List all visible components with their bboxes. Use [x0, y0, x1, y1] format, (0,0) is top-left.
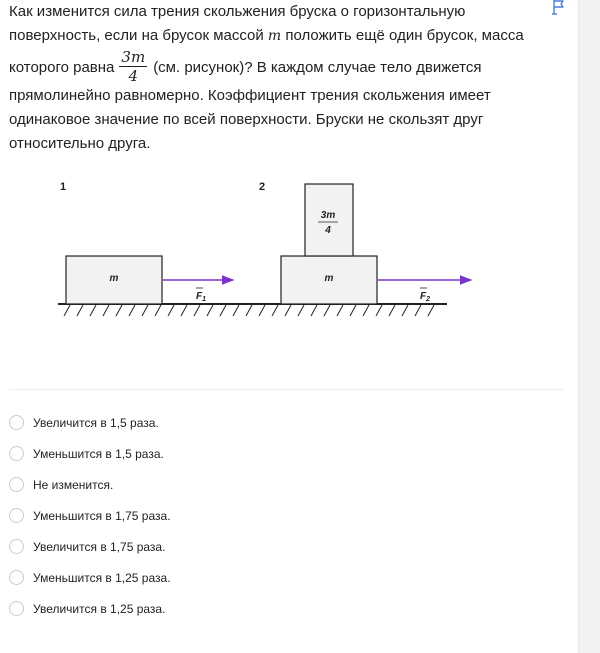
- question-line: [9, 48, 564, 84]
- answer-option[interactable]: [9, 500, 569, 531]
- radio-button[interactable]: [9, 446, 24, 461]
- force-1-label: [196, 291, 206, 303]
- hatch-mark: [142, 305, 148, 316]
- question-line: одинаковое значение по всей поверхности. Бруски не скользят друг: [9, 111, 484, 128]
- hatch-mark: [415, 305, 421, 316]
- answer-option-label: Не изменится.: [33, 477, 114, 492]
- hatch-mark: [259, 305, 265, 316]
- fraction-numerator: 3m: [121, 47, 146, 66]
- radio-button[interactable]: [9, 601, 24, 616]
- hatch-mark: [207, 305, 213, 316]
- answer-option-label: Увеличится в 1,5 раза.: [33, 415, 159, 430]
- radio-button[interactable]: [9, 477, 24, 492]
- hatch-mark: [285, 305, 291, 316]
- hatch-mark: [64, 305, 70, 316]
- answer-option-label: Уменьшится в 1,75 раза.: [33, 508, 171, 523]
- block-2-bottom-mass: m: [324, 273, 334, 284]
- force-2-subscript: 2: [426, 296, 431, 303]
- answer-option[interactable]: [9, 438, 569, 469]
- radio-button[interactable]: [9, 508, 24, 523]
- hatch-mark: [77, 305, 83, 316]
- figure-svg: [0, 170, 600, 330]
- figure-label-2: 2: [259, 181, 266, 193]
- answer-option-label: Увеличится в 1,25 раза.: [33, 601, 166, 616]
- question-fragment: которого равна: [9, 59, 115, 76]
- answer-options: [9, 407, 569, 624]
- answer-option-label: Увеличится в 1,75 раза.: [33, 539, 166, 554]
- physics-figure: [0, 170, 600, 330]
- force-1-subscript: 1: [202, 296, 207, 303]
- force-2-letter: F: [420, 291, 427, 302]
- question-fragment: положить ещё один брусок, масса: [281, 27, 524, 44]
- radio-button[interactable]: [9, 539, 24, 554]
- hatch-mark: [324, 305, 330, 316]
- mass-fraction: [119, 48, 147, 85]
- hatch-mark: [311, 305, 317, 316]
- hatch-mark: [389, 305, 395, 316]
- hatch-mark: [298, 305, 304, 316]
- question-line: прямолинейно равномерно. Коэффициент трения скольжения имеет: [9, 87, 491, 104]
- force-2-label: [420, 291, 430, 303]
- hatch-mark: [337, 305, 343, 316]
- hatch-mark: [129, 305, 135, 316]
- radio-button[interactable]: [9, 415, 24, 430]
- answer-option[interactable]: [9, 562, 569, 593]
- hatch-mark: [402, 305, 408, 316]
- hatch-mark: [246, 305, 252, 316]
- answer-option[interactable]: [9, 407, 569, 438]
- question-line: [9, 24, 564, 48]
- question-fragment: поверхность, если на брусок массой: [9, 27, 268, 44]
- hatch-mark: [116, 305, 122, 316]
- question-fragment: (см. рисунок)? В каждом случае тело движется: [153, 59, 482, 76]
- hatch-mark: [155, 305, 161, 316]
- answer-option[interactable]: [9, 593, 569, 624]
- hatch-mark: [272, 305, 278, 316]
- question-text: [9, 0, 564, 156]
- hatch-mark: [90, 305, 96, 316]
- hatch-mark: [350, 305, 356, 316]
- force-1-letter: F: [196, 291, 203, 302]
- hatch-mark: [194, 305, 200, 316]
- block-2-top-numerator: 3m: [320, 210, 336, 221]
- fraction-denominator: 4: [128, 66, 139, 85]
- ground-hatching: [64, 305, 434, 316]
- hatch-mark: [220, 305, 226, 316]
- answer-option[interactable]: [9, 531, 569, 562]
- block-2-top-denominator: 4: [325, 225, 331, 236]
- radio-button[interactable]: [9, 570, 24, 585]
- hatch-mark: [376, 305, 382, 316]
- hatch-mark: [181, 305, 187, 316]
- hatch-mark: [233, 305, 239, 316]
- block-1-mass: m: [109, 273, 119, 284]
- hatch-mark: [363, 305, 369, 316]
- question-line: относительно друга.: [9, 135, 151, 152]
- answer-option-label: Уменьшится в 1,25 раза.: [33, 570, 171, 585]
- answer-option[interactable]: [9, 469, 569, 500]
- hatch-mark: [103, 305, 109, 316]
- hatch-mark: [428, 305, 434, 316]
- question-line: Как изменится сила трения скольжения бруска о горизонтальную: [9, 3, 466, 20]
- mass-variable: m: [267, 28, 282, 44]
- answer-option-label: Уменьшится в 1,5 раза.: [33, 446, 164, 461]
- figure-label-1: 1: [60, 181, 67, 193]
- hatch-mark: [168, 305, 174, 316]
- section-divider: [9, 389, 564, 390]
